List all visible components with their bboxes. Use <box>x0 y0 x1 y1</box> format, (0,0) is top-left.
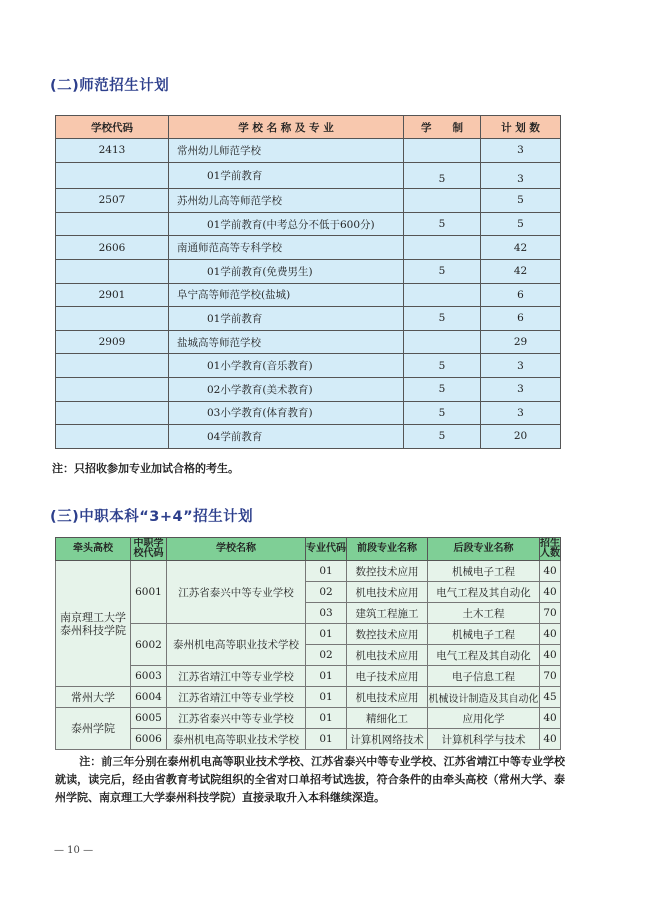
header-vocational-code: 中职学校代码 <box>131 538 167 561</box>
vocational-school-name: 江苏省靖江中等专业学校 <box>167 666 306 687</box>
duration <box>404 236 481 260</box>
vocational-school-name: 江苏省泰兴中等专业学校 <box>167 708 306 729</box>
enroll-count: 40 <box>540 729 561 750</box>
front-major: 机电技术应用 <box>347 582 428 603</box>
major-name: 01学前教育 <box>169 162 404 189</box>
duration: 5 <box>404 307 481 331</box>
plan-count: 29 <box>481 330 561 354</box>
school-code: 2909 <box>56 330 169 354</box>
table-row <box>56 283 561 307</box>
lead-university: 常州大学 <box>56 687 131 708</box>
vocational-school-name: 江苏省泰兴中等专业学校 <box>167 561 306 624</box>
major-code: 01 <box>306 708 347 729</box>
header-school-and-major: 学 校 名 称 及 专 业 <box>169 116 404 139</box>
school-code <box>56 212 169 236</box>
header-plan-count: 计 划 数 <box>481 116 561 139</box>
school-name: 阜宁高等师范学校(盐城) <box>169 283 404 307</box>
plan-count: 3 <box>481 354 561 378</box>
enroll-count: 70 <box>540 666 561 687</box>
major-code: 01 <box>306 687 347 708</box>
school-code: 2413 <box>56 139 169 163</box>
duration: 5 <box>404 259 481 283</box>
duration: 5 <box>404 162 481 189</box>
school-code <box>56 377 169 401</box>
front-major: 机电技术应用 <box>347 645 428 666</box>
back-major: 电气工程及其自动化 <box>428 582 540 603</box>
back-major: 计算机科学与技术 <box>428 729 540 750</box>
major-code: 01 <box>306 561 347 582</box>
normal-enrollment-note: 注：只招收参加专业加试合格的考生。 <box>52 462 239 475</box>
major-code: 01 <box>306 624 347 645</box>
plan-count: 5 <box>481 189 561 213</box>
plan-count: 42 <box>481 259 561 283</box>
duration: 5 <box>404 212 481 236</box>
duration: 5 <box>404 354 481 378</box>
school-code <box>56 162 169 189</box>
section-title-normal-enrollment: (二)师范招生计划 <box>50 78 170 94</box>
table-row <box>56 330 561 354</box>
table-row <box>56 354 561 378</box>
back-major: 机械电子工程 <box>428 624 540 645</box>
school-name: 南通师范高等专科学校 <box>169 236 404 260</box>
enroll-count: 40 <box>540 708 561 729</box>
vocational-code: 6003 <box>131 666 167 687</box>
major-code: 01 <box>306 729 347 750</box>
major-name: 02小学教育(美术教育) <box>169 377 404 401</box>
3plus4-enrollment-note: 注：前三年分别在泰州机电高等职业技术学校、江苏省泰兴中等专业学校、江苏省靖江中等专业学校就读，读完后，经由省教育考试院组织的全省对口单招考试选拔，符合条件的由牵头高校（常州大学、泰州学院、南京理工大学泰州科技学院）直接录取升入本科继续深造。 <box>55 755 565 804</box>
major-code: 01 <box>306 666 347 687</box>
header-back-major: 后段专业名称 <box>428 538 540 561</box>
major-code: 03 <box>306 603 347 624</box>
back-major: 机械电子工程 <box>428 561 540 582</box>
plan-count: 6 <box>481 283 561 307</box>
table-row <box>56 236 561 260</box>
table-row <box>56 729 561 750</box>
school-code <box>56 307 169 331</box>
enroll-count: 40 <box>540 645 561 666</box>
page-number: — 10 — <box>54 845 94 856</box>
table-row <box>56 561 561 582</box>
duration: 5 <box>404 425 481 449</box>
table-row <box>56 212 561 236</box>
front-major: 精细化工 <box>347 708 428 729</box>
header-school-name: 学校名称 <box>167 538 306 561</box>
vocational-undergrad-table <box>55 537 561 750</box>
duration <box>404 139 481 163</box>
duration <box>404 330 481 354</box>
normal-school-enrollment-table <box>55 115 561 449</box>
school-code: 2507 <box>56 189 169 213</box>
school-code: 2606 <box>56 236 169 260</box>
header-front-major: 前段专业名称 <box>347 538 428 561</box>
front-major: 机电技术应用 <box>347 687 428 708</box>
vocational-school-name: 江苏省靖江中等专业学校 <box>167 687 306 708</box>
table-header-row <box>56 116 561 139</box>
major-name: 01学前教育(中考总分不低于600分) <box>169 212 404 236</box>
enroll-count: 40 <box>540 582 561 603</box>
school-name: 盐城高等师范学校 <box>169 330 404 354</box>
lead-university: 南京理工大学泰州科技学院 <box>56 561 131 687</box>
plan-count: 3 <box>481 377 561 401</box>
plan-count: 5 <box>481 212 561 236</box>
vocational-code: 6002 <box>131 624 167 666</box>
school-code <box>56 259 169 283</box>
school-code <box>56 401 169 425</box>
vocational-school-name: 泰州机电高等职业技术学校 <box>167 624 306 666</box>
vocational-code: 6004 <box>131 687 167 708</box>
major-name: 01学前教育 <box>169 307 404 331</box>
back-major: 电子信息工程 <box>428 666 540 687</box>
major-name: 01学前教育(免费男生) <box>169 259 404 283</box>
table-header-row <box>56 538 561 561</box>
plan-count: 3 <box>481 162 561 189</box>
table-row <box>56 259 561 283</box>
table-row <box>56 189 561 213</box>
school-name: 常州幼儿师范学校 <box>169 139 404 163</box>
header-major-code: 专业代码 <box>306 538 347 561</box>
table-row <box>56 401 561 425</box>
table-row <box>56 139 561 163</box>
plan-count: 6 <box>481 307 561 331</box>
major-name: 03小学教育(体育教育) <box>169 401 404 425</box>
enroll-count: 40 <box>540 561 561 582</box>
plan-count: 20 <box>481 425 561 449</box>
section-title-3plus4-enrollment: (三)中职本科“3+4”招生计划 <box>50 509 254 525</box>
major-name: 01小学教育(音乐教育) <box>169 354 404 378</box>
vocational-code: 6006 <box>131 729 167 750</box>
front-major: 数控技术应用 <box>347 624 428 645</box>
back-major: 电气工程及其自动化 <box>428 645 540 666</box>
header-duration: 学 制 <box>404 116 481 139</box>
table-row <box>56 307 561 331</box>
table-row <box>56 666 561 687</box>
school-code: 2901 <box>56 283 169 307</box>
table-row <box>56 162 561 189</box>
school-name: 苏州幼儿高等师范学校 <box>169 189 404 213</box>
lead-university: 泰州学院 <box>56 708 131 750</box>
table-row <box>56 708 561 729</box>
duration <box>404 189 481 213</box>
school-code <box>56 354 169 378</box>
duration <box>404 283 481 307</box>
front-major: 计算机网络技术 <box>347 729 428 750</box>
vocational-code: 6001 <box>131 561 167 624</box>
vocational-school-name: 泰州机电高等职业技术学校 <box>167 729 306 750</box>
duration: 5 <box>404 401 481 425</box>
major-name: 04学前教育 <box>169 425 404 449</box>
header-lead-university: 牵头高校 <box>56 538 131 561</box>
front-major: 数控技术应用 <box>347 561 428 582</box>
duration: 5 <box>404 377 481 401</box>
header-school-code: 学校代码 <box>56 116 169 139</box>
vocational-code: 6005 <box>131 708 167 729</box>
major-code: 02 <box>306 645 347 666</box>
plan-count: 42 <box>481 236 561 260</box>
plan-count: 3 <box>481 401 561 425</box>
front-major: 建筑工程施工 <box>347 603 428 624</box>
table-row <box>56 687 561 708</box>
back-major: 应用化学 <box>428 708 540 729</box>
school-code <box>56 425 169 449</box>
table-row <box>56 425 561 449</box>
enroll-count: 45 <box>540 687 561 708</box>
header-enroll-count: 招生人数 <box>540 538 560 559</box>
major-code: 02 <box>306 582 347 603</box>
back-major: 机械设计制造及其自动化 <box>428 687 540 708</box>
enroll-count: 70 <box>540 603 561 624</box>
plan-count: 3 <box>481 139 561 163</box>
back-major: 土木工程 <box>428 603 540 624</box>
enroll-count: 40 <box>540 624 561 645</box>
table-row <box>56 624 561 645</box>
table-row <box>56 377 561 401</box>
front-major: 电子技术应用 <box>347 666 428 687</box>
